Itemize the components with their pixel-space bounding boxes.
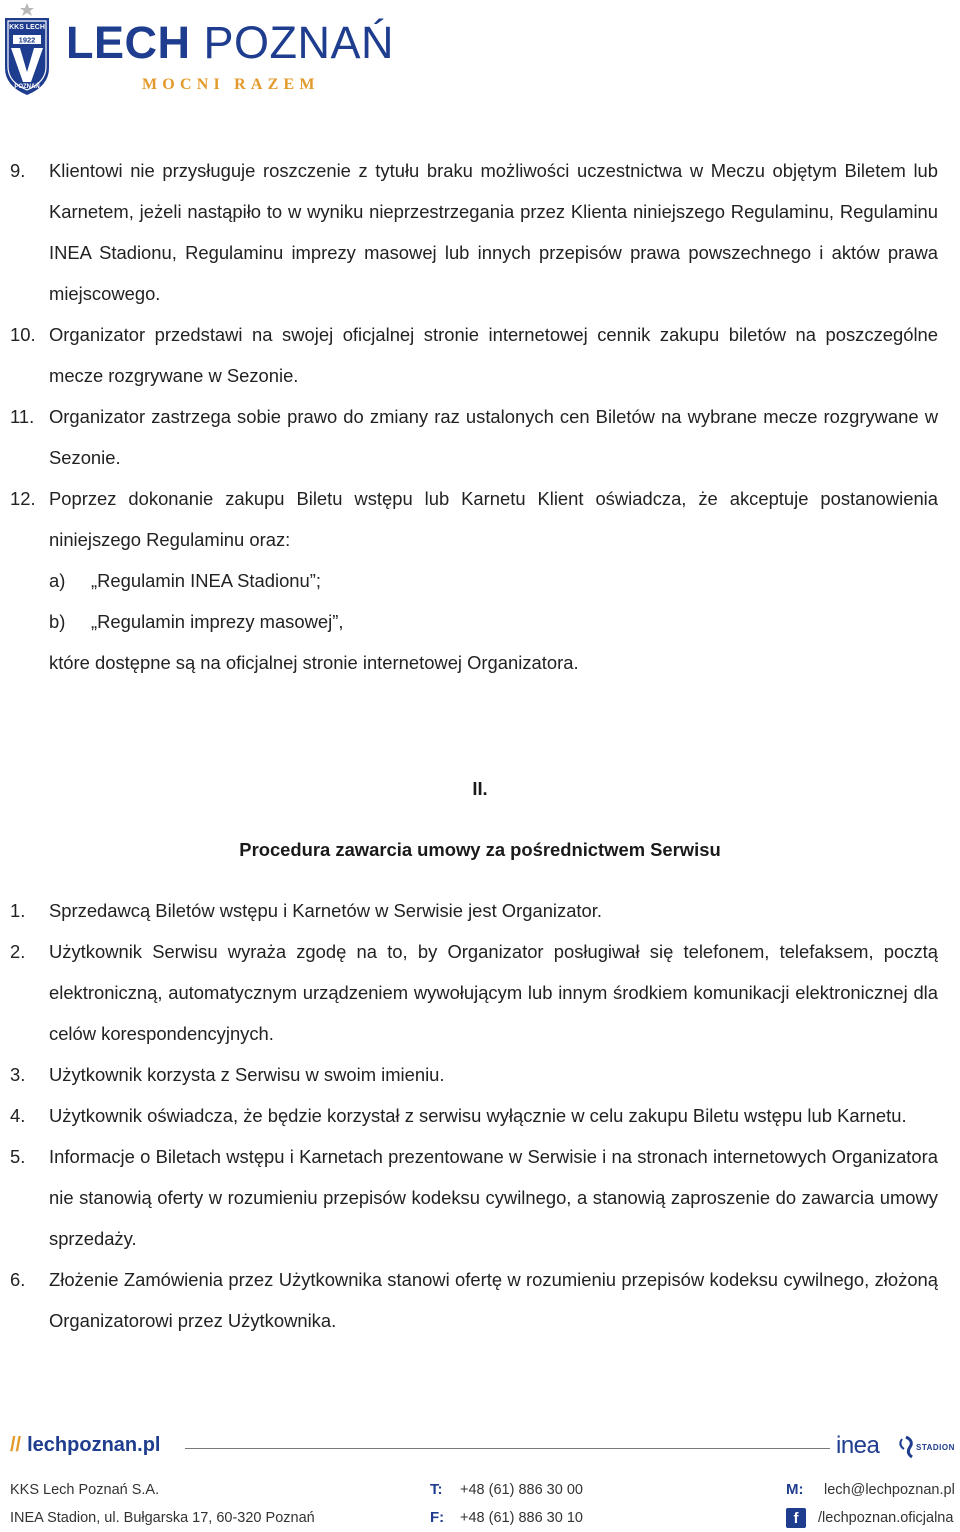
crest-year: 1922 bbox=[18, 35, 36, 45]
brand-tagline: MOCNI RAZEM bbox=[142, 76, 320, 93]
item-text: Klientowi nie przysługuje roszczenie z tytułu braku możliwości uczestnictwa w Meczu objętym Biletem lub Karnetem, jeżeli nastąpiło to w wyniku nieprzestrzegania przez Klienta niniejszego Regulaminu, Regulaminu INEA Stadionu, Regulaminu imprezy masowej lub innych przepisów prawa powszechnego i aktów prawa miejscowego. bbox=[49, 160, 938, 304]
list-item bbox=[0, 1095, 960, 1136]
list-item bbox=[0, 890, 960, 931]
brand-name-rest: POZNAŃ bbox=[203, 17, 395, 68]
crest-text-top: KKS LECH bbox=[9, 24, 45, 31]
sub-item-text: „Regulamin INEA Stadionu”; bbox=[91, 570, 321, 591]
list-item bbox=[0, 314, 960, 396]
item-number: 12. bbox=[10, 488, 36, 509]
regulation-section-2 bbox=[0, 890, 960, 1341]
item-number: 4. bbox=[10, 1105, 26, 1126]
page-footer bbox=[0, 1430, 960, 1532]
mail-label: M: bbox=[786, 1481, 804, 1498]
crest-text-bottom: POZNAŃ bbox=[14, 84, 40, 90]
list-item bbox=[0, 396, 960, 478]
sub-item-label: a) bbox=[49, 570, 66, 591]
item-text: Sprzedawcą Biletów wstępu i Karnetów w Serwisie jest Organizator. bbox=[49, 900, 602, 921]
fax-number: +48 (61) 886 30 10 bbox=[460, 1510, 583, 1526]
list-item bbox=[0, 931, 960, 1054]
item-number: 5. bbox=[10, 1146, 26, 1167]
facebook-icon: f bbox=[786, 1508, 806, 1528]
website-link[interactable] bbox=[10, 1434, 160, 1457]
sponsor-sub: STADION bbox=[916, 1443, 955, 1452]
sponsor-name: inea bbox=[836, 1432, 880, 1459]
item-number: 11. bbox=[10, 406, 35, 427]
item-text: Użytkownik korzysta z Serwisu w swoim imieniu. bbox=[49, 1064, 445, 1085]
item-number: 6. bbox=[10, 1269, 26, 1290]
sub-item-label: b) bbox=[49, 611, 66, 632]
item-text: Użytkownik oświadcza, że będzie korzystał z serwisu wyłącznie w celu zakupu Biletu wstępu lub Karnetu. bbox=[49, 1105, 907, 1126]
footer-divider bbox=[185, 1448, 830, 1449]
brand-name-bold: LECH bbox=[66, 17, 191, 68]
list-item bbox=[0, 1259, 960, 1341]
sub-item-text: „Regulamin imprezy masowej”, bbox=[91, 611, 344, 632]
section-number: II. bbox=[472, 778, 488, 799]
website-text: lechpoznan.pl bbox=[27, 1434, 161, 1456]
company-address: INEA Stadion, ul. Bułgarska 17, 60-320 Poznań bbox=[10, 1510, 315, 1526]
sub-list-item bbox=[0, 601, 960, 642]
regulation-section-1 bbox=[0, 150, 960, 683]
page-header bbox=[0, 0, 960, 110]
list-item bbox=[0, 478, 960, 560]
item-text: Poprzez dokonanie zakupu Biletu wstępu lub Karnetu Klient oświadcza, że akceptuje postanowienia niniejszego Regulaminu oraz: bbox=[49, 488, 938, 550]
section-title: Procedura zawarcia umowy za pośrednictwem Serwisu bbox=[239, 839, 721, 860]
item-number: 3. bbox=[10, 1064, 26, 1085]
item-number: 10. bbox=[10, 324, 36, 345]
item-text: Złożenie Zamówienia przez Użytkownika stanowi ofertę w rozumieniu przepisów kodeksu cywilnego, złożoną Organizatorowi przez Użytkownika. bbox=[49, 1269, 938, 1331]
phone-number: +48 (61) 886 30 00 bbox=[460, 1482, 583, 1498]
company-name: KKS Lech Poznań S.A. bbox=[10, 1482, 160, 1498]
email-link[interactable]: lech@lechpoznan.pl bbox=[824, 1482, 955, 1498]
brand-name bbox=[66, 17, 395, 68]
inea-stadion-logo bbox=[836, 1432, 960, 1462]
fax-label: F: bbox=[430, 1509, 445, 1526]
item-text: Organizator przedstawi na swojej oficjalnej stronie internetowej cennik zakupu biletów na poszczególne mecze rozgrywane w Sezonie. bbox=[49, 324, 938, 386]
item-number: 2. bbox=[10, 941, 26, 962]
item-number: 1. bbox=[10, 900, 26, 921]
facebook-link[interactable]: /lechpoznan.oficjalna bbox=[818, 1510, 954, 1526]
sub-list-item bbox=[0, 560, 960, 601]
phone-label: T: bbox=[430, 1481, 443, 1498]
list-item bbox=[0, 1054, 960, 1095]
item-number: 9. bbox=[10, 160, 26, 181]
club-crest-logo bbox=[2, 2, 52, 96]
list-item bbox=[0, 150, 960, 314]
slash-icon: // bbox=[10, 1434, 22, 1456]
closing-line: które dostępne są na oficjalnej stronie internetowej Organizatora. bbox=[49, 652, 579, 673]
item-text: Organizator zastrzega sobie prawo do zmiany raz ustalonych cen Biletów na wybrane mecze rozgrywane w Sezonie. bbox=[49, 406, 938, 468]
item-text: Informacje o Biletach wstępu i Karnetach prezentowane w Serwisie i na stronach internetowych Organizatora nie stanowią oferty w rozumieniu przepisów kodeksu cywilnego, a stanowią zaproszenie do zawarcia umowy sprzedaży. bbox=[49, 1146, 938, 1249]
item-text: Użytkownik Serwisu wyraża zgodę na to, by Organizator posługiwał się telefonem, telefaksem, pocztą elektroniczną, automatycznym urządzeniem wywołującym lub innym środkiem komunikacji elektronicznej dla celów korespondencyjnych. bbox=[49, 941, 938, 1044]
inea-swirl-icon bbox=[896, 1435, 916, 1459]
list-item bbox=[0, 1136, 960, 1259]
